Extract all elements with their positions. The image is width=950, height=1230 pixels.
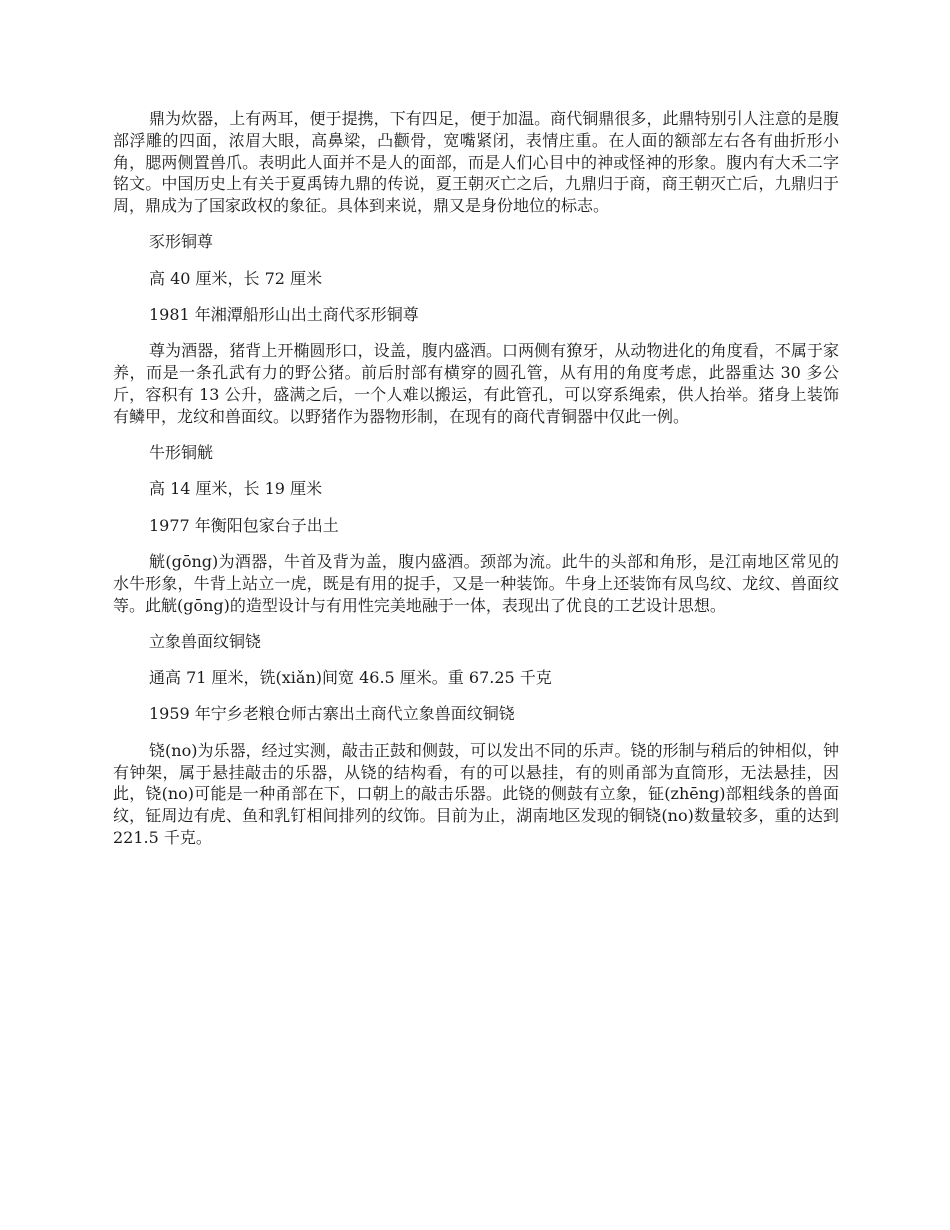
pig-zun-provenance: 1981 年湘潭船形山出土商代豕形铜尊 <box>149 305 419 325</box>
paragraph-ding-description: 鼎为炊器，上有两耳，便于提携，下有四足，便于加温。商代铜鼎很多，此鼎特别引人注意的是腹部浮雕的四面，浓眉大眼，高鼻梁，凸颧骨，宽嘴紧闭，表情庄重。在人面的额部左右各有曲折形小角，腮两侧置兽爪。表明此人面并不是人的面部，而是人们心目中的神或怪神的形象。腹内有大禾二字铭文。中国历史上有关于夏禹铸九鼎的传说，夏王朝灭亡之后，九鼎归于商，商王朝灭亡后，九鼎归于周，鼎成为了国家政权的象征。具体到来说，鼎又是身份地位的标志。 <box>113 109 839 216</box>
pig-zun-dimensions: 高 40 厘米，长 72 厘米 <box>149 268 323 288</box>
ox-gong-dimensions: 高 14 厘米，长 19 厘米 <box>149 479 323 499</box>
heading-ox-gong: 牛形铜觥 <box>149 443 214 463</box>
paragraph-pig-zun-description: 尊为酒器，猪背上开椭圆形口，设盖，腹内盛酒。口两侧有獠牙，从动物进化的角度看，不属于家养，而是一条孔武有力的野公猪。前后肘部有横穿的圆孔管，从有用的角度考虑，此器重达 30 多公斤，容积有 13 公升，盛满之后，一个人难以搬运，有此管孔，可以穿系绳索，供人抬举。猪身上装饰有鳞甲，龙纹和兽面纹。以野猪作为器物形制，在现有的商代青铜器中仅此一例。 <box>113 341 839 426</box>
ox-gong-provenance: 1977 年衡阳包家台子出土 <box>149 515 339 535</box>
heading-elephant-nao: 立象兽面纹铜铙 <box>149 631 262 651</box>
elephant-nao-provenance: 1959 年宁乡老粮仓师古寨出土商代立象兽面纹铜铙 <box>149 704 515 724</box>
document-body <box>113 108 839 863</box>
elephant-nao-dimensions: 通高 71 厘米，铣(xiǎn)间宽 46.5 厘米。重 67.25 千克 <box>149 668 552 688</box>
heading-pig-zun: 豕形铜尊 <box>149 232 214 252</box>
paragraph-elephant-nao-description: 铙(no)为乐器，经过实测，敲击正鼓和侧鼓，可以发出不同的乐声。铙的形制与稍后的钟相似，钟有钟架，属于悬挂敲击的乐器，从铙的结构看，有的可以悬挂，有的则甬部为直筒形，无法悬挂，因此，铙(no)可能是一种甬部在下，口朝上的敲击乐器。此铙的侧鼓有立象，钲(zhēng)部粗线条的兽面纹，钲周边有虎、鱼和乳钉相间排列的纹饰。目前为止，湖南地区发现的铜铙(no)数量较多，重的达到 221.5 千克。 <box>113 740 839 847</box>
paragraph-ox-gong-description: 觥(gōng)为酒器，牛首及背为盖，腹内盛酒。颈部为流。此牛的头部和角形，是江南地区常见的水牛形象，牛背上站立一虎，既是有用的捉手，又是一种装饰。牛身上还装饰有凤鸟纹、龙纹、兽面纹等。此觥(gōng)的造型设计与有用性完美地融于一体，表现出了优良的工艺设计思想。 <box>113 551 839 615</box>
